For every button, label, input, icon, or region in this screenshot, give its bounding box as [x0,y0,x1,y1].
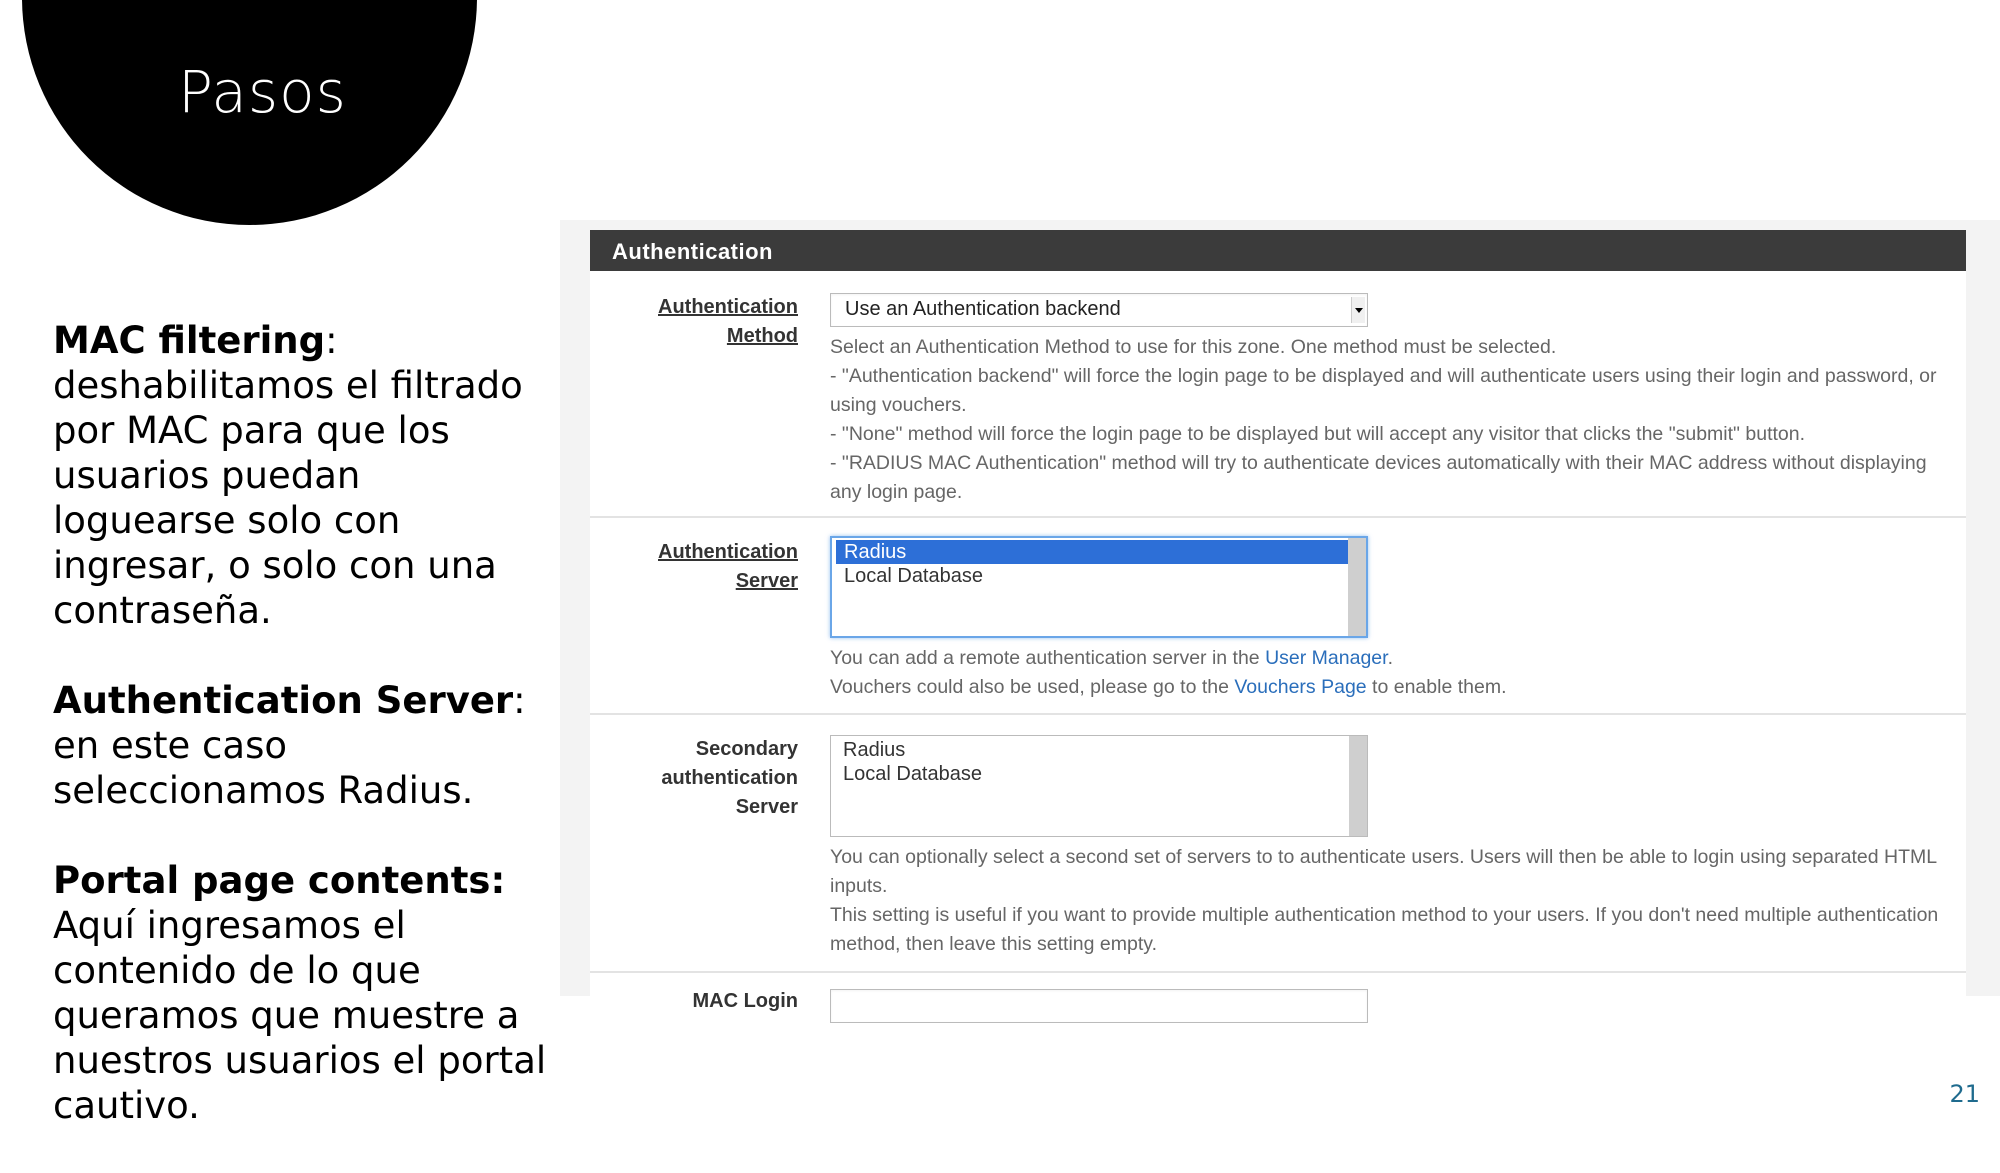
auth-method-label[interactable]: Authentication Method [658,296,798,347]
slide-title: Pasos [178,58,347,126]
secondary-auth-server-help: You can optionally select a second set of servers to to authenticate users. Users will then be able to login using separated HTML inputs. This setting is useful if you want to provide multiple authentication method to your users. If you don't need multiple authentication method, then leave this setting empty. [830,846,1939,955]
row-secondary-auth-server [590,715,1966,973]
secondary-auth-server-listbox[interactable] [830,735,1368,837]
screenshot-panel [560,220,2000,1012]
auth-method-help: Select an Authentication Method to use for this zone. One method must be selected. - "Authentication backend" will force the login page to be displayed and will authenticate users using their login and password, or using vouchers. - "None" method will force the login page to be displayed but will accept any visitor that clicks the "submit" button. - "RADIUS MAC Authentication" method will try to authenticate devices automatically with their MAC address without displaying any login page. [830,336,1937,503]
panel-header: Authentication [590,230,1966,271]
listbox-option-local-database[interactable]: Local Database [844,565,983,587]
vouchers-page-link[interactable]: Vouchers Page [1234,676,1367,698]
listbox-scrollbar[interactable] [1348,538,1366,636]
user-manager-link[interactable]: User Manager [1265,647,1388,669]
paragraph-auth-server: Authentication Server: en este caso seleccionamos Radius. [53,679,526,812]
auth-server-listbox[interactable] [830,536,1368,638]
row-auth-method [590,271,1966,518]
listbox-scrollbar[interactable] [1349,736,1367,836]
auth-method-select[interactable]: Use an Authentication backend [830,293,1368,327]
bold-term: Authentication Server [53,679,514,722]
page-number: 21 [1949,1080,1980,1108]
paragraph-mac-filtering: MAC filtering: deshabilitamos el filtrado por MAC para que los usuarios puedan loguearse solo con ingresar, o solo con una contraseña. [53,319,523,632]
auth-settings-form [590,230,1966,1030]
row-mac-login [590,973,1966,1033]
chevron-down-icon [1351,297,1365,323]
bold-term: Portal page contents: [53,859,506,902]
paragraph-portal-contents: Portal page contents: Aquí ingresamos el contenido de lo que queramos que muestre a nuestros usuarios el portal cautivo. [53,859,547,1127]
mac-login-label: MAC Login [692,990,798,1012]
secondary-auth-server-label: Secondary authentication Server [661,738,798,818]
row-auth-server [590,518,1966,715]
mac-login-select[interactable] [830,989,1368,1023]
bold-term: MAC filtering [53,319,326,362]
auth-server-label[interactable]: Authentication Server [658,541,798,592]
left-text-block [53,318,553,1173]
listbox-option-local-database[interactable]: Local Database [843,763,982,785]
auth-server-help: You can add a remote authentication server in the User Manager. Vouchers could also be used, please go to the Vouchers Page to enable them. [830,647,1507,698]
listbox-option-radius[interactable]: Radius [843,739,906,761]
listbox-option-radius[interactable]: Radius [836,540,1362,564]
